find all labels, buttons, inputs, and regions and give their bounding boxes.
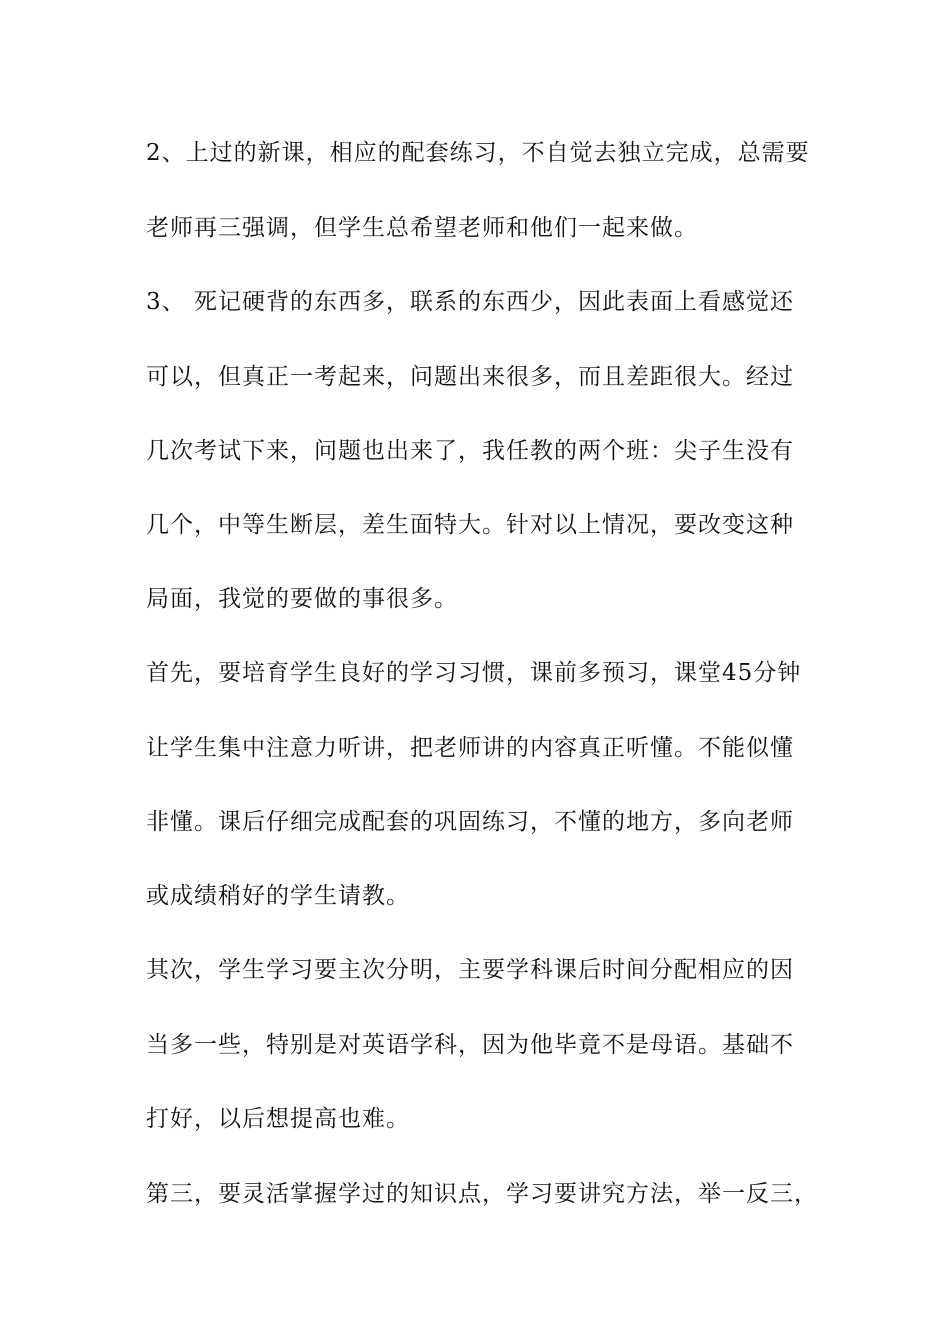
text-line: 几个，中等生断层，差生面特大。针对以上情况，要改变这种 <box>146 512 794 538</box>
text-line: 老师再三强调，但学生总希望老师和他们一起来做。 <box>146 215 698 241</box>
text-line: 可以，但真正一考起来，问题出来很多，而且差距很大。经过 <box>146 364 794 390</box>
text-line: 几次考试下来，问题也出来了，我任教的两个班：尖子生没有 <box>146 438 794 464</box>
text-line: 打好，以后想提高也难。 <box>146 1106 410 1132</box>
text-line: 2、上过的新课，相应的配套练习，不自觉去独立完成，总需要 <box>146 140 810 166</box>
text-line: 第三，要灵活掌握学过的知识点，学习要讲究方法，举一反三， <box>146 1181 818 1207</box>
text-line: 局面，我觉的要做的事很多。 <box>146 586 458 612</box>
text-line: 当多一些，特别是对英语学科，因为他毕竟不是母语。基础不 <box>146 1032 794 1058</box>
text-line: 3、 死记硬背的东西多，联系的东西少，因此表面上看感觉还 <box>146 289 794 315</box>
text-line: 非懂。课后仔细完成配套的巩固练习，不懂的地方，多向老师 <box>146 809 794 835</box>
text-line: 或成绩稍好的学生请教。 <box>146 883 410 909</box>
text-line: 让学生集中注意力听讲，把老师讲的内容真正听懂。不能似懂 <box>146 735 794 761</box>
text-line: 首先，要培育学生良好的学习习惯，课前多预习，课堂45分钟 <box>146 660 802 686</box>
text-line: 其次，学生学习要主次分明，主要学科课后时间分配相应的因 <box>146 957 794 983</box>
